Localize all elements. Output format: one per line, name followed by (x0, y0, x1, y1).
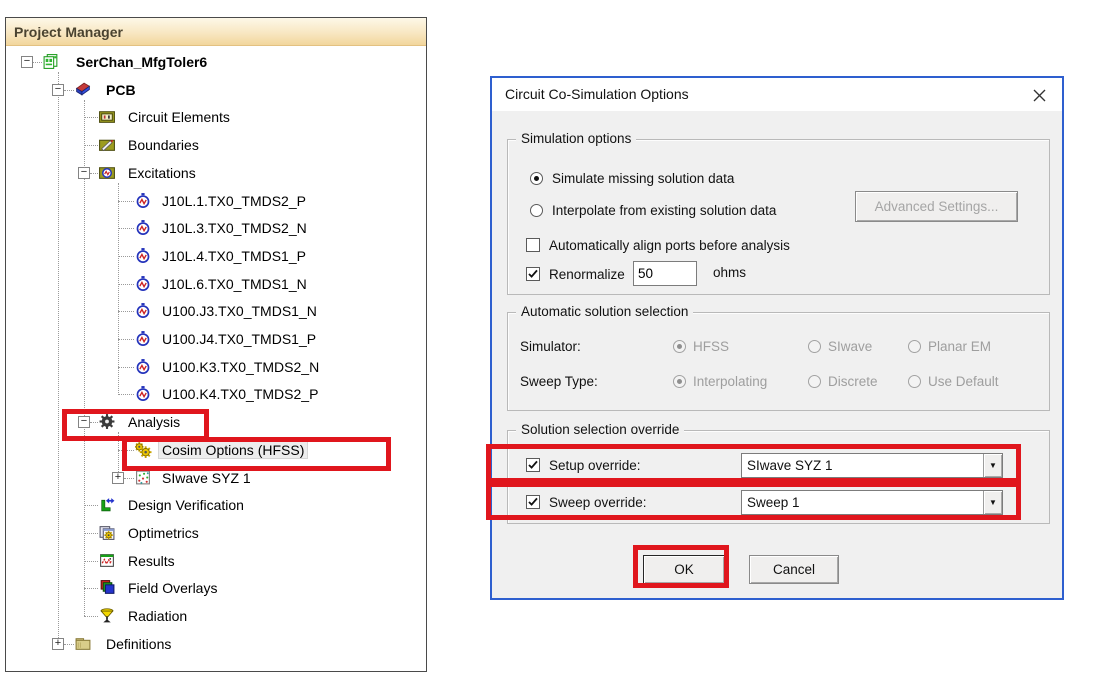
tree-item-label[interactable]: Field Overlays (128, 580, 218, 597)
button-label: OK (674, 562, 694, 577)
tree-item-label[interactable]: U100.K3.TX0_TMDS2_N (162, 358, 320, 375)
simulator-row (520, 337, 581, 355)
ok-button[interactable] (643, 555, 725, 584)
tree-item-label[interactable]: PCB (106, 81, 136, 98)
tree-connector-stub (84, 588, 98, 589)
radio-icon (908, 375, 921, 388)
project-manager-panel (5, 17, 427, 672)
tree-item-label[interactable]: Design Verification (128, 497, 244, 514)
tree-item[interactable] (6, 214, 425, 242)
renormalize-ohms-input[interactable] (633, 261, 697, 286)
radio-label: Interpolate from existing solution data (552, 202, 777, 218)
tree-item-label[interactable]: SerChan_MfgToler6 (76, 54, 208, 70)
tree-connector-stub (118, 311, 134, 312)
tree-item-label[interactable]: Optimetrics (128, 524, 199, 541)
cancel-button[interactable] (749, 555, 839, 584)
port-icon (134, 358, 152, 375)
radio-icon (808, 375, 821, 388)
radio-icon (673, 375, 686, 388)
button-label: Advanced Settings... (874, 199, 999, 214)
renormalize-checkbox[interactable] (526, 265, 625, 283)
setup-override-dropdown[interactable] (741, 453, 1003, 478)
expand-toggle-icon[interactable]: + (52, 638, 64, 650)
radio-icon[interactable] (530, 204, 543, 217)
ohms-label: ohms (713, 265, 747, 280)
tree-item[interactable] (6, 353, 425, 381)
radio-label: SIwave (828, 338, 873, 354)
tree-connector-stub (124, 478, 134, 479)
tree-connector-stub (84, 117, 98, 118)
tree-item[interactable] (6, 630, 425, 658)
radiation-icon (98, 607, 116, 624)
tree-item-label[interactable]: Circuit Elements (128, 109, 230, 126)
tree-item[interactable] (6, 574, 425, 602)
button-label: Cancel (772, 562, 816, 577)
checkbox-icon[interactable] (526, 267, 540, 281)
tree-connector-stub (90, 422, 98, 423)
radio-option-interpolating[interactable] (673, 372, 767, 390)
tree-connector-stub (118, 228, 134, 229)
dialog-title: Circuit Co-Simulation Options (505, 86, 689, 102)
radio-option-use-default[interactable] (908, 372, 999, 390)
tree-item-label[interactable]: Results (128, 552, 175, 569)
tree-connector-line (58, 72, 59, 644)
radio-option-hfss[interactable] (673, 337, 729, 355)
tree-item[interactable] (6, 436, 425, 464)
tree-item-label[interactable]: J10L.4.TX0_TMDS1_P (162, 247, 306, 264)
dialog-title-bar[interactable] (492, 78, 1062, 111)
sweep-override-checkbox[interactable] (526, 493, 647, 511)
radio-option-discrete[interactable] (808, 372, 878, 390)
radio-icon (673, 340, 686, 353)
project-icon (42, 53, 60, 70)
interpolate-existing-radio[interactable] (530, 201, 776, 219)
tree-item[interactable] (6, 464, 425, 492)
solution-override-group (507, 422, 1050, 524)
simulation-options-group (507, 131, 1050, 295)
close-icon (1033, 89, 1046, 102)
tree-item[interactable] (6, 547, 425, 575)
checkbox-label: Setup override: (549, 457, 641, 473)
tree-connector-stub (118, 201, 134, 202)
analysis-gear-icon (98, 413, 116, 430)
tree-item[interactable] (6, 159, 425, 187)
tree-connector-stub (84, 145, 98, 146)
results-icon (98, 552, 116, 569)
radio-label: Discrete (828, 373, 878, 389)
tree-item[interactable] (6, 76, 425, 104)
radio-label: Planar EM (928, 338, 992, 354)
circuit-cosimulation-options-dialog (490, 76, 1064, 600)
tree-connector-stub (118, 339, 134, 340)
group-label: Solution selection override (516, 422, 684, 437)
dropdown-value: SIwave SYZ 1 (747, 458, 833, 473)
port-icon (134, 275, 152, 292)
tree-item-label[interactable]: Cosim Options (HFSS) (159, 442, 307, 458)
tree-item-label[interactable]: Definitions (106, 635, 172, 652)
tree-item-label[interactable]: Excitations (128, 164, 196, 181)
tree-item[interactable] (6, 519, 425, 547)
radio-label: Simulate missing solution data (552, 170, 735, 186)
port-icon (134, 192, 152, 209)
siwave-icon (134, 469, 152, 486)
checkbox-icon[interactable] (526, 238, 540, 252)
tree-connector-stub (33, 62, 42, 63)
cosim-gears-icon (134, 441, 152, 458)
definitions-icon (74, 635, 92, 652)
port-icon (134, 302, 152, 319)
tree-item-label[interactable]: J10L.1.TX0_TMDS2_P (162, 192, 306, 209)
collapse-toggle-icon[interactable]: − (78, 167, 90, 179)
project-tree (6, 48, 425, 670)
tree-connector-stub (84, 505, 98, 506)
dropdown-value: Sweep 1 (747, 495, 800, 510)
tree-item[interactable] (6, 380, 425, 408)
checkbox-label: Renormalize (549, 266, 625, 282)
tree-item-label[interactable]: U100.J4.TX0_TMDS1_P (162, 331, 317, 347)
simulator-label: Simulator: (520, 338, 581, 354)
tree-item[interactable] (6, 48, 425, 76)
tree-item-label[interactable]: SIwave SYZ 1 (162, 469, 251, 486)
tree-connector-stub (118, 394, 134, 395)
tree-connector-stub (90, 173, 98, 174)
tree-item[interactable] (6, 297, 425, 325)
tree-item[interactable] (6, 103, 425, 131)
port-icon (134, 330, 152, 347)
tree-item[interactable] (6, 325, 425, 353)
automatic-solution-group (507, 304, 1050, 411)
collapse-toggle-icon[interactable]: − (21, 56, 33, 68)
field-overlays-icon (98, 579, 116, 596)
radio-icon (808, 340, 821, 353)
radio-icon[interactable] (530, 172, 543, 185)
excitations-icon (98, 164, 116, 181)
tree-item[interactable] (6, 242, 425, 270)
boundaries-icon (98, 136, 116, 153)
tree-connector-stub (84, 616, 98, 617)
tree-item-label[interactable]: U100.K4.TX0_TMDS2_P (162, 386, 319, 403)
optimetrics-icon (98, 524, 116, 541)
radio-option-siwave[interactable] (808, 337, 872, 355)
tree-item[interactable] (6, 187, 425, 215)
tree-connector-stub (118, 367, 134, 368)
tree-item-label[interactable]: Boundaries (128, 137, 199, 154)
group-label: Automatic solution selection (516, 304, 693, 319)
tree-item-label[interactable]: Radiation (128, 608, 188, 624)
radio-label: HFSS (693, 338, 730, 354)
circuit-elements-icon (98, 108, 116, 125)
tree-connector-stub (84, 561, 98, 562)
simulate-missing-radio[interactable] (530, 169, 734, 187)
pcb-icon (74, 81, 92, 98)
checkbox-icon[interactable] (526, 495, 540, 509)
tree-item[interactable] (6, 131, 425, 159)
tree-item[interactable] (6, 491, 425, 519)
align-ports-checkbox[interactable] (526, 236, 790, 254)
tree-connector-stub (84, 533, 98, 534)
tree-connector-stub (118, 450, 134, 451)
tree-item[interactable] (6, 602, 425, 630)
dropdown-arrow-icon[interactable]: ▼ (983, 491, 1002, 514)
tree-item-label[interactable]: U100.J3.TX0_TMDS1_N (162, 303, 317, 320)
port-icon (134, 247, 152, 264)
tree-connector-stub (64, 90, 74, 91)
sweep-override-dropdown[interactable] (741, 490, 1003, 515)
tree-item[interactable] (6, 408, 425, 436)
checkbox-label: Sweep override: (549, 494, 647, 510)
tree-connector-line (118, 183, 119, 395)
sweep-type-row (520, 372, 598, 390)
dropdown-arrow-icon[interactable]: ▼ (983, 454, 1002, 477)
port-icon (134, 385, 152, 402)
design-verification-icon (98, 496, 116, 513)
port-icon (134, 219, 152, 236)
tree-connector-stub (64, 644, 74, 645)
group-label: Simulation options (516, 131, 636, 146)
sweep-type-label: Sweep Type: (520, 373, 598, 389)
checkbox-label: Automatically align ports before analysis (549, 237, 790, 253)
tree-connector-stub (118, 256, 134, 257)
checkbox-icon[interactable] (526, 458, 540, 472)
radio-label: Interpolating (693, 373, 768, 389)
collapse-toggle-icon[interactable]: − (78, 416, 90, 428)
setup-override-checkbox[interactable] (526, 456, 641, 474)
tree-connector-stub (118, 284, 134, 285)
collapse-toggle-icon[interactable]: − (52, 84, 64, 96)
panel-title: Project Manager (6, 18, 426, 46)
radio-label: Use Default (928, 373, 999, 389)
tree-item-label[interactable]: Analysis (128, 414, 181, 431)
tree-item[interactable] (6, 270, 425, 298)
expand-toggle-icon[interactable]: + (112, 472, 124, 484)
tree-item-label[interactable]: J10L.6.TX0_TMDS1_N (162, 275, 307, 292)
radio-icon (908, 340, 921, 353)
radio-option-planar-em[interactable] (908, 337, 991, 355)
advanced-settings-button[interactable] (855, 191, 1018, 222)
tree-item-label[interactable]: J10L.3.TX0_TMDS2_N (162, 220, 307, 237)
close-button[interactable] (1024, 82, 1054, 108)
